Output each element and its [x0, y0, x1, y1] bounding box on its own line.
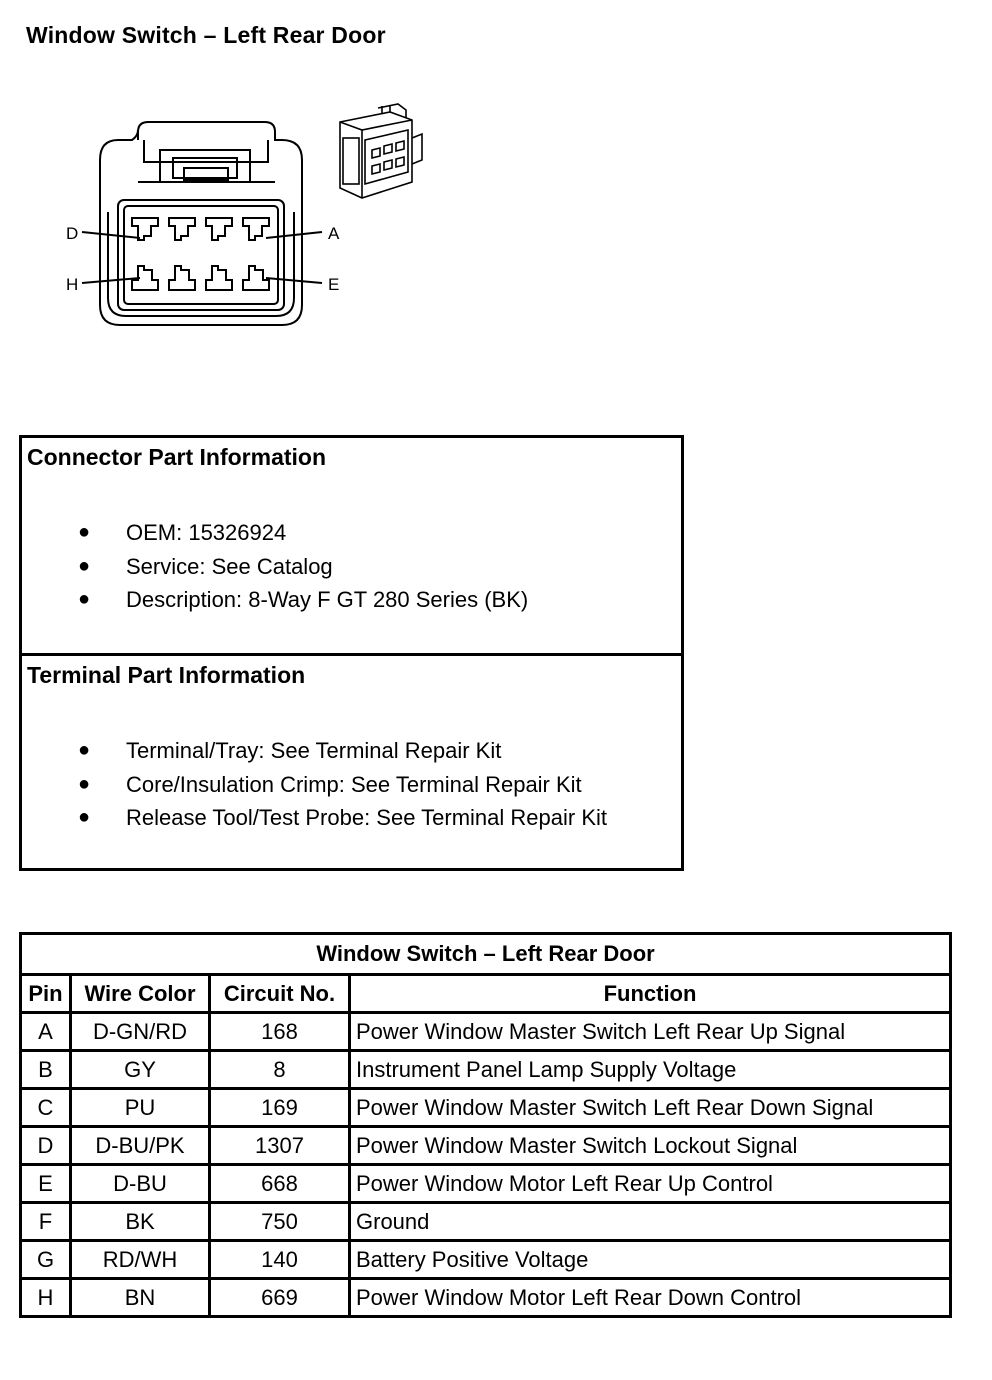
list-item	[22, 734, 607, 768]
terminal-info-heading: Terminal Part Information	[27, 662, 306, 688]
circuit-cell: 169	[210, 1089, 350, 1127]
pin-label-d: D	[66, 224, 79, 243]
wire-color-cell: D-GN/RD	[71, 1013, 210, 1051]
bullet-icon: ●	[78, 554, 91, 577]
terminal-row-top	[132, 218, 269, 240]
list-item	[22, 516, 528, 550]
terminal-part-info	[22, 656, 681, 868]
table-row	[21, 1013, 951, 1051]
pin-cell: G	[21, 1241, 71, 1279]
terminal-row-bottom	[132, 266, 269, 290]
list-item	[22, 583, 528, 617]
function-cell: Power Window Master Switch Lockout Signal	[350, 1127, 951, 1165]
pin-label-h: H	[66, 275, 79, 294]
item-text: Terminal/Tray: See Terminal Repair Kit	[126, 738, 502, 763]
bullet-icon: ●	[78, 806, 91, 828]
pinout-table	[19, 932, 952, 1318]
pin-cell: D	[21, 1127, 71, 1165]
table-row	[21, 1203, 951, 1241]
table-title: Window Switch – Left Rear Door	[21, 934, 951, 975]
connector-part-info	[22, 438, 681, 656]
page-title: Window Switch – Left Rear Door	[26, 22, 386, 48]
connector-diagram	[60, 100, 460, 340]
function-cell: Battery Positive Voltage	[350, 1241, 951, 1279]
item-text: Description: 8-Way F GT 280 Series (BK)	[126, 587, 529, 612]
pin-cell: H	[21, 1279, 71, 1317]
item-text: OEM: 15326924	[126, 520, 287, 545]
pin-cell: C	[21, 1089, 71, 1127]
function-cell: Instrument Panel Lamp Supply Voltage	[350, 1051, 951, 1089]
pin-cell: B	[21, 1051, 71, 1089]
wire-color-cell: GY	[71, 1051, 210, 1089]
pin-cell: F	[21, 1203, 71, 1241]
table-row	[21, 1051, 951, 1089]
header-circuit-no: Circuit No.	[210, 975, 350, 1013]
circuit-cell: 8	[210, 1051, 350, 1089]
header-function: Function	[350, 975, 951, 1013]
connector-isometric-view	[340, 104, 422, 198]
table-row	[21, 1127, 951, 1165]
table-header-row	[21, 975, 951, 1013]
pin-label-a: A	[328, 224, 340, 243]
circuit-cell: 750	[210, 1203, 350, 1241]
wire-color-cell: BN	[71, 1279, 210, 1317]
function-cell: Ground	[350, 1203, 951, 1241]
part-information-box	[19, 435, 684, 871]
circuit-cell: 668	[210, 1165, 350, 1203]
table-row	[21, 1089, 951, 1127]
connector-info-heading: Connector Part Information	[27, 444, 327, 470]
terminal-info-list	[22, 734, 607, 835]
list-item	[22, 768, 607, 802]
list-item	[22, 801, 607, 835]
function-cell: Power Window Motor Left Rear Up Control	[350, 1165, 951, 1203]
bullet-icon: ●	[78, 588, 91, 610]
header-pin: Pin	[21, 975, 71, 1013]
circuit-cell: 1307	[210, 1127, 350, 1165]
table-row	[21, 1279, 951, 1317]
header-wire-color: Wire Color	[71, 975, 210, 1013]
wire-color-cell: PU	[71, 1089, 210, 1127]
function-cell: Power Window Master Switch Left Rear Down Signal	[350, 1089, 951, 1127]
circuit-cell: 140	[210, 1241, 350, 1279]
circuit-cell: 669	[210, 1279, 350, 1317]
pin-cell: A	[21, 1013, 71, 1051]
function-cell: Power Window Master Switch Left Rear Up Signal	[350, 1013, 951, 1051]
table-row	[21, 1241, 951, 1279]
bullet-icon: ●	[78, 772, 91, 795]
item-text: Service: See Catalog	[126, 553, 333, 579]
pin-cell: E	[21, 1165, 71, 1203]
circuit-cell: 168	[210, 1013, 350, 1051]
wire-color-cell: D-BU/PK	[71, 1127, 210, 1165]
wire-color-cell: BK	[71, 1203, 210, 1241]
item-text: Core/Insulation Crimp: See Terminal Repair Kit	[126, 771, 582, 797]
item-text: Release Tool/Test Probe: See Terminal Repair Kit	[126, 805, 607, 830]
bullet-icon: ●	[78, 739, 91, 761]
wire-color-cell: RD/WH	[71, 1241, 210, 1279]
table-title-row	[21, 934, 951, 975]
list-item	[22, 550, 528, 584]
bullet-icon: ●	[78, 521, 91, 543]
wire-color-cell: D-BU	[71, 1165, 210, 1203]
connector-info-list	[22, 516, 528, 617]
table-row	[21, 1165, 951, 1203]
function-cell: Power Window Motor Left Rear Down Control	[350, 1279, 951, 1317]
pin-label-e: E	[328, 275, 340, 294]
